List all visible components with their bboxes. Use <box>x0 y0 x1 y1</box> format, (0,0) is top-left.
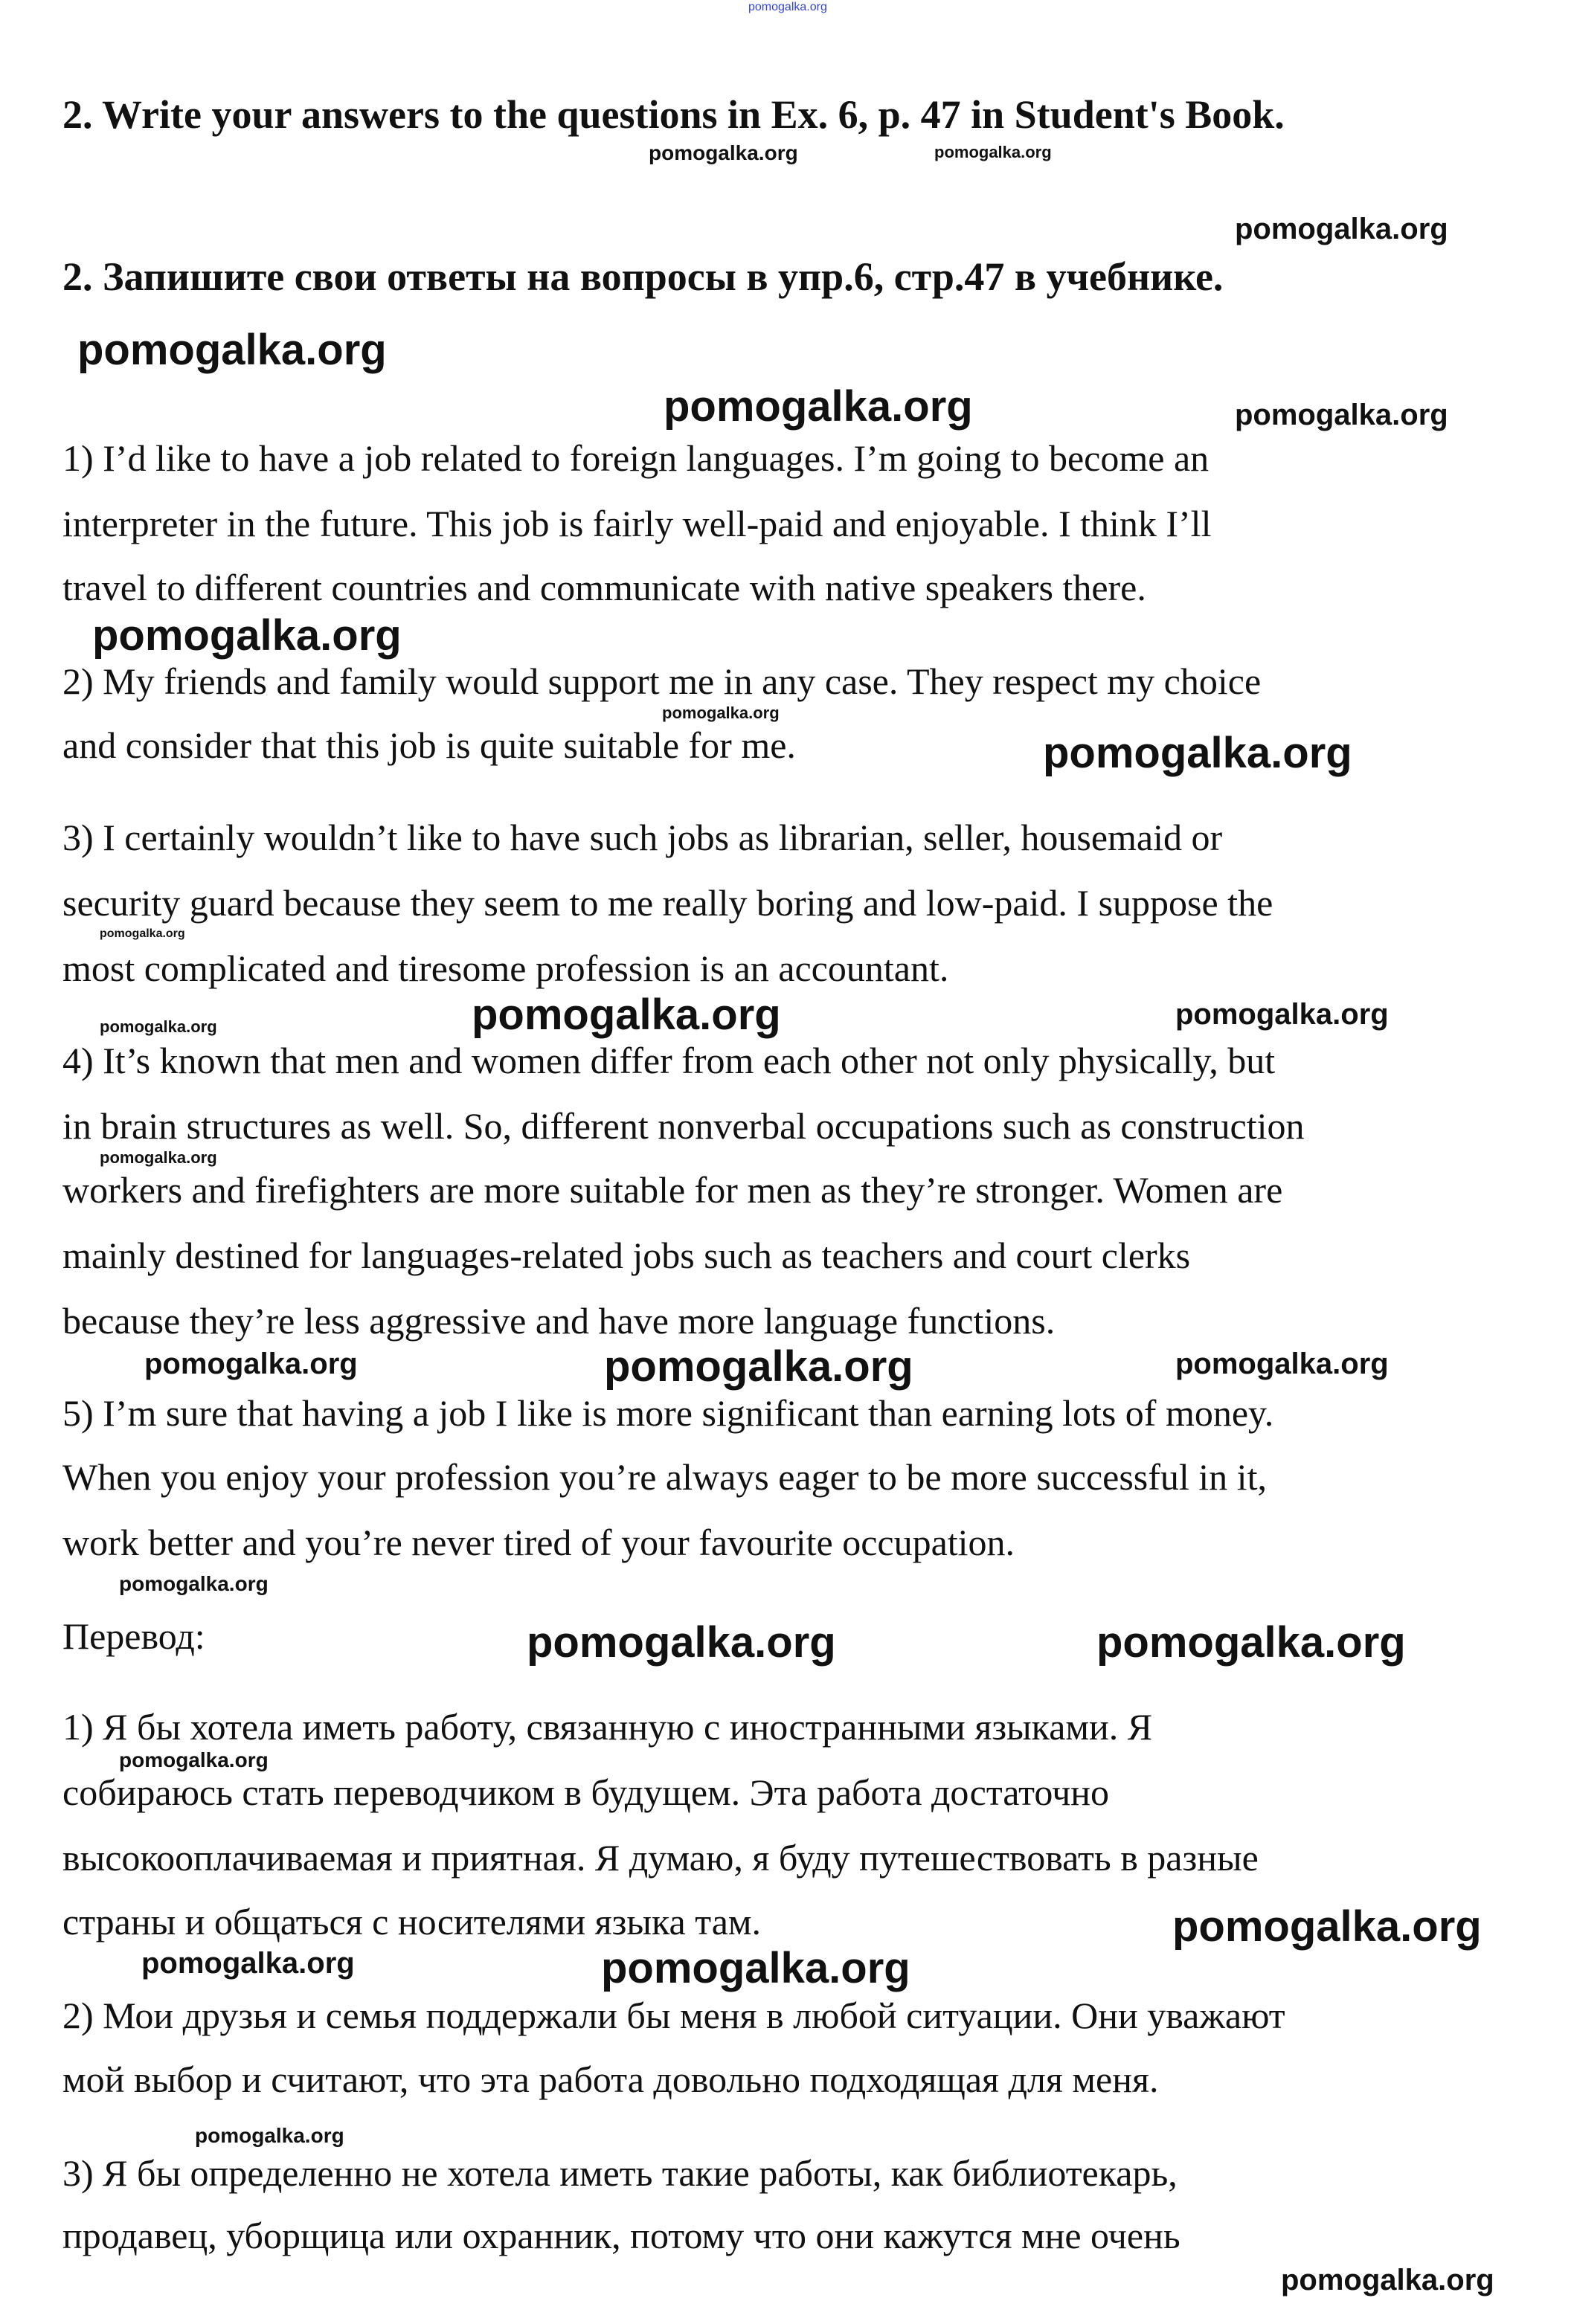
translation-1-line: высокооплачиваемая и приятная. Я думаю, я буду путешествовать в разные <box>62 1837 1259 1879</box>
answer-5-line: work better and you’re never tired of your favourite occupation. <box>62 1522 1015 1563</box>
watermark: pomogalka.org <box>1175 1348 1389 1380</box>
watermark: pomogalka.org <box>662 704 780 722</box>
translation-1-line: страны и общаться с носителями языка там. <box>62 1901 762 1942</box>
answer-1-line: travel to different countries and communicate with native speakers there. <box>62 567 1146 608</box>
watermark: pomogalka.org <box>472 991 781 1039</box>
answer-4-line: workers and firefighters are more suitable for men as they’re stronger. Women are <box>62 1169 1283 1211</box>
answer-3-line: 3) I certainly wouldn’t like to have such jobs as librarian, seller, housemaid or <box>62 817 1223 858</box>
answer-5-line: 5) I’m sure that having a job I like is more significant than earning lots of money. <box>62 1392 1274 1434</box>
watermark: pomogalka.org <box>92 611 402 660</box>
translation-label: Перевод: <box>62 1615 205 1657</box>
heading-english: 2. Write your answers to the questions in Ex. 6, p. 47 in Student's Book. <box>62 92 1285 137</box>
watermark: pomogalka.org <box>934 143 1052 161</box>
watermark: pomogalka.org <box>1281 2264 1494 2296</box>
watermark: pomogalka.org <box>141 1947 355 1980</box>
answer-1-line: 1) I’d like to have a job related to foreign languages. I’m going to become an <box>62 437 1210 479</box>
watermark: pomogalka.org <box>748 1 827 13</box>
watermark: pomogalka.org <box>664 382 973 431</box>
watermark: pomogalka.org <box>195 2124 344 2147</box>
answer-2-line: 2) My friends and family would support me in any case. They respect my choice <box>62 660 1262 702</box>
answer-1-line: interpreter in the future. This job is fairly well-paid and enjoyable. I think I’ll <box>62 503 1212 544</box>
answer-4-line: because they’re less aggressive and have more language functions. <box>62 1300 1056 1342</box>
watermark: pomogalka.org <box>649 141 798 164</box>
watermark: pomogalka.org <box>144 1348 358 1380</box>
watermark: pomogalka.org <box>77 326 387 374</box>
watermark: pomogalka.org <box>527 1618 836 1667</box>
answer-3-line: security guard because they seem to me really boring and low-paid. I suppose the <box>62 882 1273 924</box>
watermark: pomogalka.org <box>1175 998 1389 1031</box>
translation-2-line: мой выбор и считают, что эта работа довольно подходящая для меня. <box>62 2059 1159 2100</box>
watermark: pomogalka.org <box>100 927 185 940</box>
watermark: pomogalka.org <box>1043 729 1352 777</box>
answer-2-line: and consider that this job is quite suitable for me. <box>62 724 796 766</box>
translation-2-line: 2) Мои друзья и семья поддержали бы меня в любой ситуации. Они уважают <box>62 1995 1285 2036</box>
watermark: pomogalka.org <box>604 1342 913 1391</box>
translation-3-line: продавец, уборщица или охранник, потому что они кажутся мне очень <box>62 2215 1180 2256</box>
watermark: pomogalka.org <box>119 1572 269 1595</box>
watermark: pomogalka.org <box>1235 399 1448 431</box>
answer-5-line: When you enjoy your profession you’re always eager to be more successful in it, <box>62 1456 1267 1498</box>
answer-4-line: in brain structures as well. So, different nonverbal occupations such as construction <box>62 1105 1305 1147</box>
watermark: pomogalka.org <box>1172 1902 1482 1951</box>
translation-3-line: 3) Я бы определенно не хотела иметь такие работы, как библиотекарь, <box>62 2152 1178 2194</box>
watermark: pomogalka.org <box>119 1748 269 1771</box>
translation-1-line: собираюсь стать переводчиком в будущем. Эта работа достаточно <box>62 1771 1109 1813</box>
watermark: pomogalka.org <box>1235 213 1448 245</box>
translation-1-line: 1) Я бы хотела иметь работу, связанную с иностранными языками. Я <box>62 1706 1153 1748</box>
answer-4-line: 4) It’s known that men and women differ from each other not only physically, but <box>62 1040 1276 1081</box>
answer-4-line: mainly destined for languages-related jobs such as teachers and court clerks <box>62 1235 1191 1276</box>
heading-russian: 2. Запишите свои ответы на вопросы в упр.6, стр.47 в учебнике. <box>62 254 1224 299</box>
watermark: pomogalka.org <box>100 1148 217 1167</box>
watermark: pomogalka.org <box>1096 1618 1406 1667</box>
watermark: pomogalka.org <box>601 1944 910 1992</box>
answer-3-line: most complicated and tiresome profession is an accountant. <box>62 947 949 989</box>
watermark: pomogalka.org <box>100 1017 217 1036</box>
